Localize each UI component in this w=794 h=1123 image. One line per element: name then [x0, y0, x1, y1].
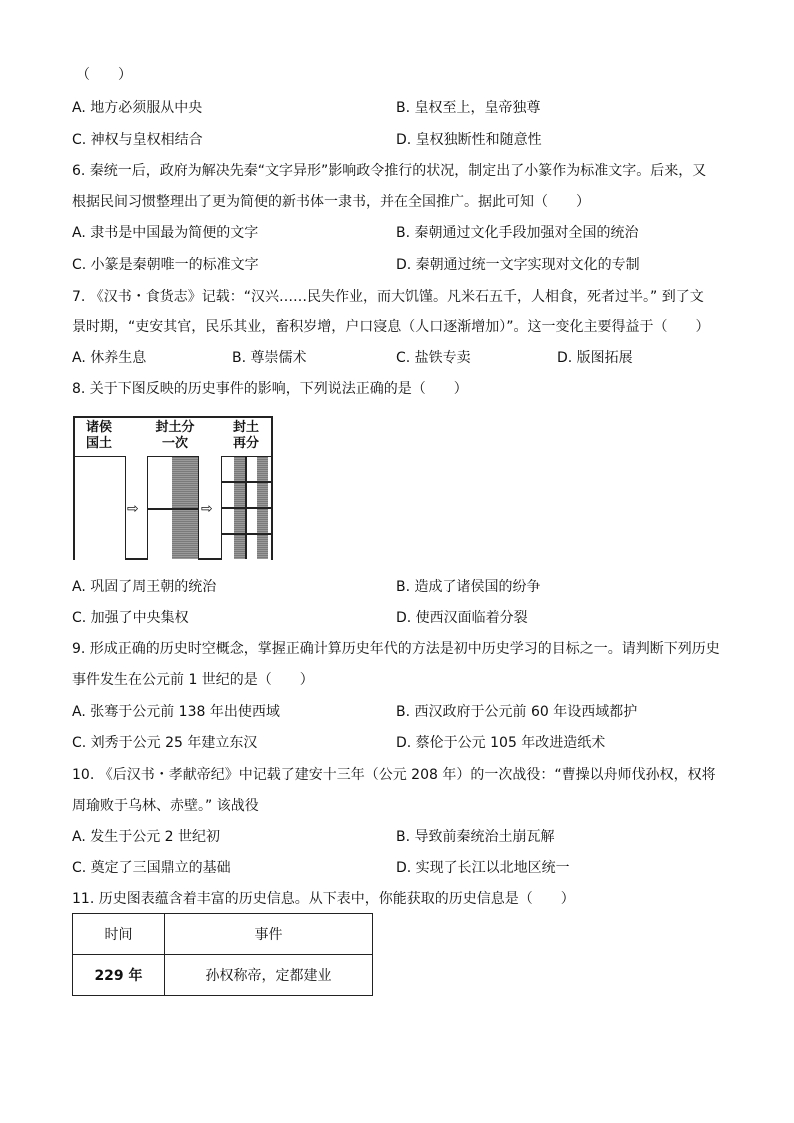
q7-stem-line2: 景时期，“吏安其官，民乐其业，畜积岁增，户口寖息（人口逐渐增加）”。这一变化主要得益于（ ）	[72, 319, 710, 335]
diagram-whole-territory	[75, 456, 126, 560]
q9-option-d: D. 蔡伦于公元 105 年改进造纸术	[396, 735, 606, 751]
q8-option-a: A. 巩固了周王朝的统治	[72, 579, 217, 595]
diagram-col1-line1: 诸侯	[85, 420, 112, 435]
diagram-col1-line2: 国土	[85, 436, 112, 451]
q9-option-c: C. 刘秀于公元 25 年建立东汉	[72, 735, 258, 751]
table-cell-time: 229 年	[73, 955, 165, 996]
arrow-icon: ⇨	[201, 501, 213, 517]
q7-option-a: A. 休养生息	[72, 350, 147, 366]
q6-stem-line1: 6. 秦统一后，政府为解决先秦“文字异形”影响政令推行的状况，制定出了小篆作为标准文字。后来，又	[72, 163, 707, 179]
q8-option-c: C. 加强了中央集权	[72, 610, 189, 626]
q10-option-b: B. 导致前秦统治土崩瓦解	[396, 829, 555, 845]
diagram-col2-line1: 封土分	[155, 420, 195, 435]
table-header-time: 时间	[73, 914, 165, 955]
q7-option-b: B. 尊崇儒术	[232, 350, 307, 366]
q11-stem: 11. 历史图表蕴含着丰富的历史信息。从下表中，你能获取的历史信息是（ ）	[72, 891, 575, 907]
q6-option-a: A. 隶书是中国最为简便的文字	[72, 225, 259, 241]
q10-stem-line2: 周瑜败于乌林、赤壁。” 该战役	[72, 798, 259, 814]
table-cell-event: 孙权称帝，定都建业	[165, 955, 373, 996]
diagram-col3-line1: 封土	[232, 420, 259, 435]
q9-option-a: A. 张骞于公元前 138 年出使西域	[72, 704, 280, 720]
q7-option-d: D. 版图拓展	[557, 350, 633, 366]
q7-option-c: C. 盐铁专卖	[396, 350, 471, 366]
q8-option-b: B. 造成了诸侯国的纷争	[396, 579, 541, 595]
q6-option-d: D. 秦朝通过统一文字实现对文化的专制	[396, 257, 640, 273]
q6-option-c: C. 小篆是秦朝唯一的标准文字	[72, 257, 259, 273]
q6-stem-line2: 根据民间习惯整理出了更为简便的新书体一隶书，并在全国推广。据此可知（ ）	[72, 194, 590, 210]
q9-option-b: B. 西汉政府于公元前 60 年设西域都护	[396, 704, 638, 720]
q9-stem-line2: 事件发生在公元前 1 世纪的是（ ）	[72, 672, 314, 688]
table-header-row	[73, 914, 373, 955]
table-header-event: 事件	[165, 914, 373, 955]
q5-option-d: D. 皇权独断性和随意性	[396, 132, 542, 148]
q10-option-d: D. 实现了长江以北地区统一	[396, 860, 570, 876]
q5-option-c: C. 神权与皇权相结合	[72, 132, 203, 148]
q10-option-c: C. 奠定了三国鼎立的基础	[72, 860, 231, 876]
q7-stem-line1: 7. 《汉书・食货志》记载：“汉兴……民失作业，而大饥馑。凡米石五千，人相食，死者过半。” 到了文	[72, 289, 704, 305]
arrow-icon: ⇨	[127, 501, 139, 517]
diagram-col3-line2: 再分	[232, 436, 259, 451]
q10-stem-line1: 10. 《后汉书・孝献帝纪》中记载了建安十三年（公元 208 年）的一次战役：“曹操以舟师伐孙权，权将	[72, 767, 716, 783]
diagram-col2-line2: 一次	[161, 436, 188, 451]
feudal-division-diagram	[73, 416, 273, 560]
diagram-second-division	[221, 456, 271, 560]
q8-option-d: D. 使西汉面临着分裂	[396, 610, 528, 626]
q10-option-a: A. 发生于公元 2 世纪初	[72, 829, 221, 845]
q9-stem-line1: 9. 形成正确的历史时空概念，掌握正确计算历史年代的方法是初中历史学习的目标之一。请判断下列历史	[72, 641, 720, 657]
q5-stem-tail: （ ）	[76, 67, 132, 83]
table-row	[73, 955, 373, 996]
q8-stem: 8. 关于下图反映的历史事件的影响，下列说法正确的是（ ）	[72, 381, 468, 397]
q11-table	[72, 913, 373, 996]
q5-option-a: A. 地方必须服从中央	[72, 100, 203, 116]
q5-option-b: B. 皇权至上，皇帝独尊	[396, 100, 541, 116]
q6-option-b: B. 秦朝通过文化手段加强对全国的统治	[396, 225, 639, 241]
diagram-first-division	[147, 456, 199, 560]
